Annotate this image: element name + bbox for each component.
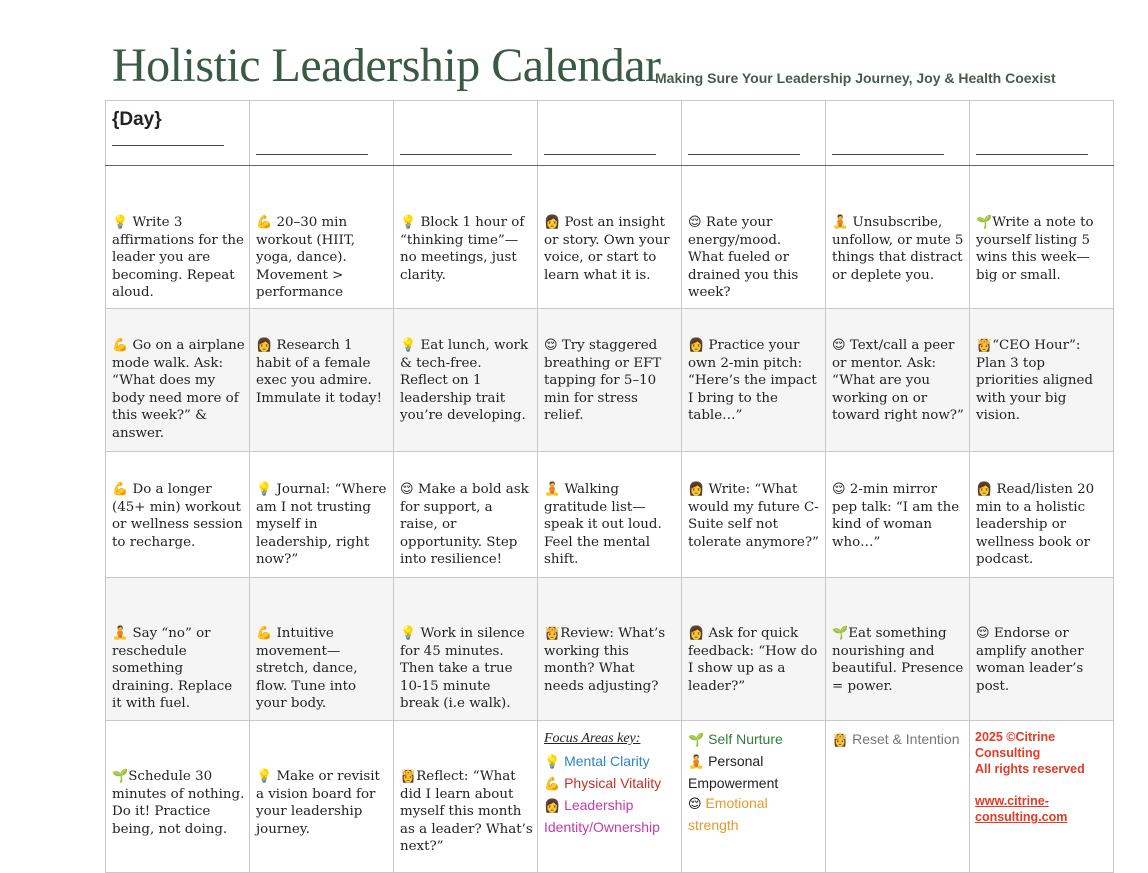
- key-self-nurture: Self Nurture: [708, 731, 783, 747]
- activity-text: Reflect: “What did I learn about myself this month as a leader? What’s next?”: [400, 769, 533, 855]
- calendar-cell: [394, 578, 538, 721]
- calendar-cell: [970, 166, 1114, 309]
- woman-icon: 👩: [544, 215, 561, 230]
- princess-icon: 👸: [976, 338, 993, 353]
- calendar-cell: [106, 452, 250, 578]
- lightbulb-icon: 💡: [400, 626, 417, 641]
- calendar-cell: [394, 309, 538, 452]
- lightbulb-icon: 💡: [256, 482, 273, 497]
- day-header-cell: [970, 101, 1114, 166]
- relieved-face-icon: 😌: [688, 797, 702, 812]
- activity-text: Text/call a peer or mentor. Ask: “What are you working on or toward right now?”: [832, 338, 964, 424]
- key-physical-vitality: Physical Vitality: [564, 775, 662, 791]
- activity-text: Eat lunch, work & tech-free. Reflect on 1 leadership trait you’re developing.: [400, 338, 529, 424]
- calendar-cell: [826, 452, 970, 578]
- activity-text: “CEO Hour”: Plan 3 top priorities aligned with your big vision.: [976, 338, 1093, 424]
- day-header-row: [106, 101, 1114, 166]
- activity-text: Endorse or amplify another woman leader’s post.: [976, 626, 1084, 694]
- day-header-cell: [394, 101, 538, 166]
- woman-icon: 👩: [976, 482, 993, 497]
- calendar-cell: [970, 452, 1114, 578]
- woman-icon: 👩: [688, 482, 705, 497]
- focus-key-cell: [538, 721, 682, 873]
- page-title: Holistic Leadership Calendar: [112, 39, 661, 92]
- seedling-icon: 🌱: [832, 626, 849, 641]
- woman-icon: 👩: [688, 338, 705, 353]
- calendar-grid: [105, 100, 1114, 873]
- activity-text: Block 1 hour of “thinking time”—no meetings, just clarity.: [400, 215, 525, 283]
- woman-icon: 👩: [688, 626, 705, 641]
- activity-text: Rate your energy/mood. What fueled or drained you this week?: [688, 215, 799, 301]
- calendar-cell: [970, 309, 1114, 452]
- flexed-arm-icon: 💪: [112, 338, 129, 353]
- calendar-cell: [682, 309, 826, 452]
- calendar-cell: [682, 166, 826, 309]
- activity-text: Write 3 affirmations for the leader you are becoming. Repeat aloud.: [112, 215, 244, 301]
- activity-text: Intuitive movement—stretch, dance, flow. Tune into your body.: [256, 626, 358, 712]
- calendar-cell: [250, 452, 394, 578]
- calendar-cell: [250, 309, 394, 452]
- blank-line[interactable]: [112, 145, 224, 146]
- relieved-face-icon: 😌: [832, 482, 846, 497]
- calendar-cell: [826, 166, 970, 309]
- calendar-cell: [106, 166, 250, 309]
- day-label: {Day}: [112, 109, 162, 130]
- meditation-icon: 🧘: [544, 482, 561, 497]
- key-emotional-strength: Emotional strength: [688, 795, 768, 833]
- blank-line[interactable]: [976, 154, 1088, 155]
- activity-text: Research 1 habit of a female exec you admire. Immulate it today!: [256, 338, 383, 406]
- activity-text: Try staggered breathing or EFT tapping for 5–10 min for stress relief.: [544, 338, 662, 424]
- calendar-cell: [394, 721, 538, 873]
- calendar-row-3: [106, 452, 1114, 578]
- flexed-arm-icon: 💪: [256, 215, 273, 230]
- day-header-cell: [826, 101, 970, 166]
- blank-line[interactable]: [256, 154, 368, 155]
- meditation-icon: 🧘: [832, 215, 849, 230]
- woman-icon: 👩: [256, 338, 273, 353]
- calendar-cell: [682, 578, 826, 721]
- woman-icon: 👩: [544, 799, 561, 814]
- meditation-icon: 🧘: [688, 755, 705, 770]
- calendar-row-5: [106, 721, 1114, 873]
- calendar-cell: [538, 578, 682, 721]
- activity-text: 20–30 min workout (HIIT, yoga, dance). Movement > performance: [256, 215, 356, 301]
- calendar-cell: [970, 578, 1114, 721]
- lightbulb-icon: 💡: [112, 215, 129, 230]
- key-reset-intention: Reset & Intention: [852, 731, 960, 747]
- activity-text: Do a longer (45+ min) workout or wellness session to recharge.: [112, 482, 243, 550]
- focus-key-cell: [682, 721, 826, 873]
- day-header-cell: [682, 101, 826, 166]
- lightbulb-icon: 💡: [256, 769, 273, 784]
- day-header-cell: [106, 101, 250, 166]
- calendar-cell: [394, 452, 538, 578]
- calendar-cell: [682, 452, 826, 578]
- activity-text: Walking gratitude list—speak it out loud. Feel the mental shift.: [544, 482, 662, 568]
- page-subtitle: Making Sure Your Leadership Journey, Joy & Health Coexist: [655, 70, 1056, 86]
- activity-text: Eat something nourishing and beautiful. Presence = power.: [832, 626, 964, 694]
- relieved-face-icon: 😌: [832, 338, 846, 353]
- rights-text: All rights reserved: [975, 762, 1085, 776]
- lightbulb-icon: 💡: [544, 755, 561, 770]
- calendar-row-4: [106, 578, 1114, 721]
- activity-text: Go on a airplane mode walk. Ask: “What does my body need more of this week?” & answer.: [112, 338, 245, 441]
- princess-icon: 👸: [400, 769, 417, 784]
- activity-text: 2-min mirror pep talk: “I am the kind of woman who…”: [832, 482, 960, 550]
- relieved-face-icon: 😌: [976, 626, 990, 641]
- blank-line[interactable]: [400, 154, 512, 155]
- day-header-cell: [538, 101, 682, 166]
- relieved-face-icon: 😌: [688, 215, 702, 230]
- calendar-row-1: [106, 166, 1114, 309]
- activity-text: Schedule 30 minutes of nothing. Do it! Practice being, not doing.: [112, 769, 245, 837]
- princess-icon: 👸: [544, 626, 561, 641]
- activity-text: Make or revisit a vision board for your leadership journey.: [256, 769, 380, 837]
- activity-text: Write a note to yourself listing 5 wins this week—big or small.: [976, 215, 1094, 283]
- calendar-cell: [106, 578, 250, 721]
- flexed-arm-icon: 💪: [544, 777, 561, 792]
- activity-text: Unsubscribe, unfollow, or mute 5 things that distract or deplete you.: [832, 215, 964, 283]
- copyright-cell: [970, 721, 1114, 873]
- activity-text: Journal: “Where am I not trusting myself in leadership, right now?”: [256, 482, 387, 568]
- lightbulb-icon: 💡: [400, 215, 417, 230]
- activity-text: Review: What’s working this month? What needs adjusting?: [544, 626, 666, 694]
- activity-text: Write: “What would my future C-Suite self not tolerate anymore?”: [688, 482, 819, 550]
- activity-text: Make a bold ask for support, a raise, or opportunity. Step into resilience!: [400, 482, 529, 568]
- calendar-row-2: [106, 309, 1114, 452]
- calendar-cell: [826, 309, 970, 452]
- relieved-face-icon: 😌: [544, 338, 558, 353]
- calendar-cell: [394, 166, 538, 309]
- lightbulb-icon: 💡: [400, 338, 417, 353]
- flexed-arm-icon: 💪: [112, 482, 129, 497]
- activity-text: Read/listen 20 min to a holistic leadership or wellness book or podcast.: [976, 482, 1095, 568]
- activity-text: Say “no” or reschedule something draining. Replace it with fuel.: [112, 626, 233, 712]
- calendar-cell: [538, 309, 682, 452]
- flexed-arm-icon: 💪: [256, 626, 273, 641]
- focus-key-heading: Focus Areas key:: [544, 731, 641, 746]
- focus-key-cell: [826, 721, 970, 873]
- calendar-cell: [250, 166, 394, 309]
- key-leadership-identity: Leadership Identity/Ownership: [544, 797, 660, 835]
- calendar-cell: [538, 452, 682, 578]
- meditation-icon: 🧘: [112, 626, 129, 641]
- key-mental-clarity: Mental Clarity: [564, 753, 650, 769]
- calendar-cell: [250, 721, 394, 873]
- copyright-text: 2025 ©Citrine Consulting: [975, 730, 1056, 760]
- key-personal-empowerment: Personal Empowerment: [688, 753, 779, 791]
- activity-text: Work in silence for 45 minutes. Then take a true 10-15 minute break (i.e walk).: [400, 626, 525, 712]
- blank-line[interactable]: [832, 154, 944, 155]
- website-link[interactable]: www.citrine-consulting.com: [975, 794, 1068, 824]
- blank-line[interactable]: [688, 154, 800, 155]
- blank-line[interactable]: [544, 154, 656, 155]
- activity-text: Post an insight or story. Own your voice, or start to learn what it is.: [544, 215, 670, 283]
- activity-text: Practice your own 2-min pitch: “Here’s the impact I bring to the table…”: [688, 338, 817, 424]
- seedling-icon: 🌱: [688, 733, 705, 748]
- calendar-cell: [106, 309, 250, 452]
- calendar-cell: [826, 578, 970, 721]
- princess-icon: 👸: [832, 733, 849, 748]
- day-header-cell: [250, 101, 394, 166]
- relieved-face-icon: 😌: [400, 482, 414, 497]
- seedling-icon: 🌱: [976, 215, 993, 230]
- seedling-icon: 🌱: [112, 769, 129, 784]
- calendar-cell: [250, 578, 394, 721]
- calendar-cell: [106, 721, 250, 873]
- calendar-cell: [538, 166, 682, 309]
- activity-text: Ask for quick feedback: “How do I show up as a leader?”: [688, 626, 818, 694]
